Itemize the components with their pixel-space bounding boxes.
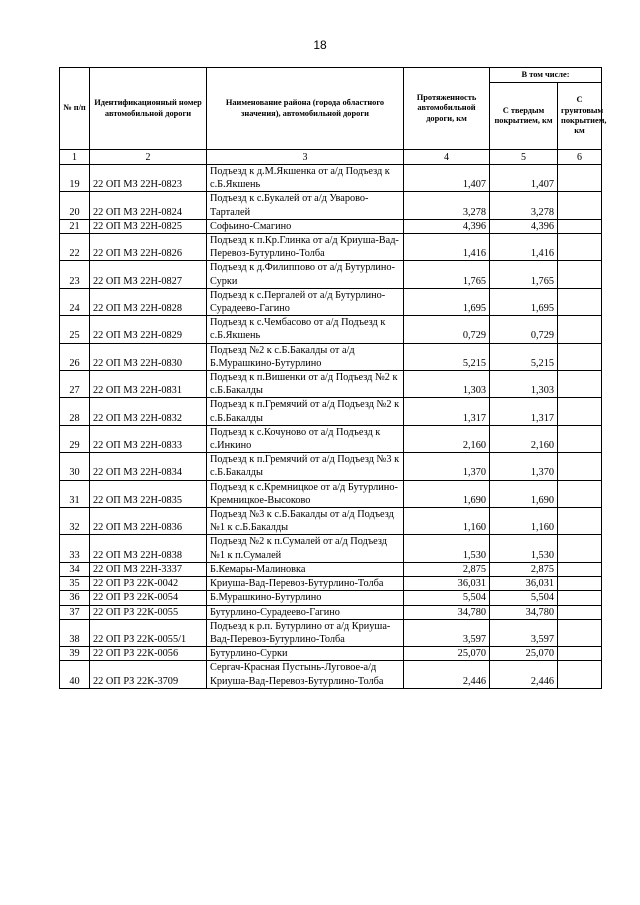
hard-surface-length: 4,396 (490, 219, 558, 233)
road-id: 22 ОП РЗ 22К-0054 (90, 591, 207, 605)
soft-surface-length (558, 234, 602, 261)
column-number: 5 (490, 150, 558, 165)
road-length: 3,278 (404, 192, 490, 219)
column-number: 2 (90, 150, 207, 165)
hard-surface-length: 3,278 (490, 192, 558, 219)
table-row (60, 577, 602, 591)
road-length: 1,765 (404, 261, 490, 288)
table-row (60, 234, 602, 261)
road-id: 22 ОП МЗ 22Н-0830 (90, 343, 207, 370)
header-num: № п/п (60, 68, 90, 150)
road-length: 5,504 (404, 591, 490, 605)
row-number: 21 (60, 219, 90, 233)
road-length: 1,160 (404, 508, 490, 535)
road-id: 22 ОП МЗ 22Н-0833 (90, 425, 207, 452)
hard-surface-length: 2,875 (490, 562, 558, 576)
table-row (60, 343, 602, 370)
road-id: 22 ОП МЗ 22Н-0825 (90, 219, 207, 233)
road-id: 22 ОП РЗ 22К-0055 (90, 605, 207, 619)
header-road-name: Наименование района (города областного значения), автомобильной дороги (207, 68, 404, 150)
table-row (60, 192, 602, 219)
header-soft-surface: С грунтовым покрытием, км (558, 83, 602, 150)
table-row (60, 591, 602, 605)
road-id: 22 ОП МЗ 22Н-0832 (90, 398, 207, 425)
hard-surface-length: 1,416 (490, 234, 558, 261)
row-number: 30 (60, 453, 90, 480)
column-number: 3 (207, 150, 404, 165)
row-number: 20 (60, 192, 90, 219)
hard-surface-length: 0,729 (490, 316, 558, 343)
header-length: Протяженность автомобильной дороги, км (404, 68, 490, 150)
soft-surface-length (558, 661, 602, 688)
table-row (60, 508, 602, 535)
hard-surface-length: 1,530 (490, 535, 558, 562)
road-name: Б.Мурашкино-Бутурлино (207, 591, 404, 605)
row-number: 19 (60, 165, 90, 192)
road-length: 1,690 (404, 480, 490, 507)
road-name: Подъезд к с.Букалей от а/д Уварово-Тарталей (207, 192, 404, 219)
road-name: Софьино-Смагино (207, 219, 404, 233)
road-name: Подъезд №2 к п.Сумалей от а/д Подъезд №1 к п.Сумалей (207, 535, 404, 562)
table-row (60, 453, 602, 480)
road-id: 22 ОП РЗ 22К-0055/1 (90, 619, 207, 646)
column-number: 1 (60, 150, 90, 165)
hard-surface-length: 1,303 (490, 371, 558, 398)
hard-surface-length: 1,407 (490, 165, 558, 192)
hard-surface-length: 36,031 (490, 577, 558, 591)
header-hard-surface: С твердым покрытием, км (490, 83, 558, 150)
soft-surface-length (558, 371, 602, 398)
road-length: 0,729 (404, 316, 490, 343)
road-length: 2,446 (404, 661, 490, 688)
road-length: 1,695 (404, 288, 490, 315)
soft-surface-length (558, 288, 602, 315)
hard-surface-length: 1,765 (490, 261, 558, 288)
road-length: 5,215 (404, 343, 490, 370)
hard-surface-length: 1,160 (490, 508, 558, 535)
soft-surface-length (558, 577, 602, 591)
road-id: 22 ОП МЗ 22Н-0828 (90, 288, 207, 315)
soft-surface-length (558, 508, 602, 535)
soft-surface-length (558, 261, 602, 288)
column-number-row (60, 150, 602, 165)
road-id: 22 ОП РЗ 22К-0056 (90, 647, 207, 661)
soft-surface-length (558, 425, 602, 452)
road-name: Бутурлино-Сурки (207, 647, 404, 661)
hard-surface-length: 5,215 (490, 343, 558, 370)
road-id: 22 ОП МЗ 22Н-0826 (90, 234, 207, 261)
hard-surface-length: 3,597 (490, 619, 558, 646)
road-id: 22 ОП МЗ 22Н-0827 (90, 261, 207, 288)
soft-surface-length (558, 192, 602, 219)
row-number: 26 (60, 343, 90, 370)
table-row (60, 371, 602, 398)
road-length: 1,407 (404, 165, 490, 192)
road-length: 1,370 (404, 453, 490, 480)
road-name: Подъезд к п.Кр.Глинка от а/д Криуша-Вад-Перевоз-Бутурлино-Толба (207, 234, 404, 261)
row-number: 32 (60, 508, 90, 535)
road-name: Бутурлино-Сурадеево-Гагино (207, 605, 404, 619)
table-row (60, 398, 602, 425)
row-number: 28 (60, 398, 90, 425)
road-length: 36,031 (404, 577, 490, 591)
row-number: 40 (60, 661, 90, 688)
row-number: 34 (60, 562, 90, 576)
road-length: 2,160 (404, 425, 490, 452)
soft-surface-length (558, 398, 602, 425)
row-number: 29 (60, 425, 90, 452)
hard-surface-length: 1,695 (490, 288, 558, 315)
road-name: Подъезд к с.Пергалей от а/д Бутурлино-Сурадеево-Гагино (207, 288, 404, 315)
road-name: Подъезд к с.Чембасово от а/д Подъезд к с.Б.Якшень (207, 316, 404, 343)
table-row (60, 562, 602, 576)
soft-surface-length (558, 453, 602, 480)
roads-table (59, 67, 607, 689)
row-number: 31 (60, 480, 90, 507)
road-id: 22 ОП МЗ 22Н-0831 (90, 371, 207, 398)
soft-surface-length (558, 316, 602, 343)
table-row (60, 619, 602, 646)
road-id: 22 ОП МЗ 22Н-0834 (90, 453, 207, 480)
table-row (60, 647, 602, 661)
road-length: 25,070 (404, 647, 490, 661)
page-number: 18 (313, 38, 327, 52)
road-name: Подъезд к п.Вишенки от а/д Подъезд №2 к с.Б.Бакалды (207, 371, 404, 398)
row-number: 25 (60, 316, 90, 343)
row-number: 23 (60, 261, 90, 288)
row-number: 38 (60, 619, 90, 646)
row-number: 36 (60, 591, 90, 605)
row-number: 33 (60, 535, 90, 562)
soft-surface-length (558, 219, 602, 233)
road-length: 1,303 (404, 371, 490, 398)
table-row (60, 425, 602, 452)
road-name: Подъезд к с.Кочуново от а/д Подъезд к с.Инкино (207, 425, 404, 452)
table-row (60, 219, 602, 233)
road-id: 22 ОП МЗ 22Н-0836 (90, 508, 207, 535)
road-length: 34,780 (404, 605, 490, 619)
table-row (60, 316, 602, 343)
table-row (60, 480, 602, 507)
road-name: Б.Кемары-Малиновка (207, 562, 404, 576)
header-road-id: Идентификационный номер автомобильной дороги (90, 68, 207, 150)
road-name: Подъезд к с.Кремницкое от а/д Бутурлино-Кремницкое-Высоково (207, 480, 404, 507)
soft-surface-length (558, 562, 602, 576)
row-number: 22 (60, 234, 90, 261)
road-id: 22 ОП МЗ 22Н-0824 (90, 192, 207, 219)
road-name: Подъезд к п.Гремячий от а/д Подъезд №3 к с.Б.Бакалды (207, 453, 404, 480)
header-including: В том числе: (490, 68, 602, 83)
road-id: 22 ОП МЗ 22Н-3337 (90, 562, 207, 576)
row-number: 24 (60, 288, 90, 315)
table-row (60, 165, 602, 192)
road-name: Подъезд к д.Филиппово от а/д Бутурлино-Сурки (207, 261, 404, 288)
soft-surface-length (558, 647, 602, 661)
road-name: Криуша-Вад-Перевоз-Бутурлино-Толба (207, 577, 404, 591)
road-id: 22 ОП МЗ 22Н-0838 (90, 535, 207, 562)
soft-surface-length (558, 591, 602, 605)
soft-surface-length (558, 619, 602, 646)
road-name: Подъезд к д.М.Якшенка от а/д Подъезд к с.Б.Якшень (207, 165, 404, 192)
row-number: 37 (60, 605, 90, 619)
road-id: 22 ОП МЗ 22Н-0829 (90, 316, 207, 343)
hard-surface-length: 1,690 (490, 480, 558, 507)
hard-surface-length: 5,504 (490, 591, 558, 605)
soft-surface-length (558, 605, 602, 619)
hard-surface-length: 2,446 (490, 661, 558, 688)
road-id: 22 ОП МЗ 22Н-0823 (90, 165, 207, 192)
hard-surface-length: 34,780 (490, 605, 558, 619)
road-length: 1,317 (404, 398, 490, 425)
road-name: Подъезд к п.Гремячий от а/д Подъезд №2 к с.Б.Бакалды (207, 398, 404, 425)
table-row (60, 661, 602, 688)
road-name: Сергач-Красная Пустынь-Луговое-а/д Криуша-Вад-Перевоз-Бутурлино-Толба (207, 661, 404, 688)
table-row (60, 605, 602, 619)
soft-surface-length (558, 343, 602, 370)
soft-surface-length (558, 535, 602, 562)
table-row (60, 535, 602, 562)
road-name: Подъезд к р.п. Бутурлино от а/д Криуша-Вад-Перевоз-Бутурлино-Толба (207, 619, 404, 646)
road-name: Подъезд №3 к с.Б.Бакалды от а/д Подъезд №1 к с.Б.Бакалды (207, 508, 404, 535)
road-length: 1,530 (404, 535, 490, 562)
column-number: 6 (558, 150, 602, 165)
hard-surface-length: 2,160 (490, 425, 558, 452)
road-id: 22 ОП РЗ 22К-0042 (90, 577, 207, 591)
road-id: 22 ОП РЗ 22К-3709 (90, 661, 207, 688)
road-length: 1,416 (404, 234, 490, 261)
row-number: 39 (60, 647, 90, 661)
column-number: 4 (404, 150, 490, 165)
hard-surface-length: 25,070 (490, 647, 558, 661)
table-row (60, 288, 602, 315)
road-length: 2,875 (404, 562, 490, 576)
soft-surface-length (558, 480, 602, 507)
road-length: 3,597 (404, 619, 490, 646)
hard-surface-length: 1,370 (490, 453, 558, 480)
road-length: 4,396 (404, 219, 490, 233)
hard-surface-length: 1,317 (490, 398, 558, 425)
road-id: 22 ОП МЗ 22Н-0835 (90, 480, 207, 507)
row-number: 35 (60, 577, 90, 591)
table-row (60, 261, 602, 288)
road-name: Подъезд №2 к с.Б.Бакалды от а/д Б.Мурашкино-Бутурлино (207, 343, 404, 370)
soft-surface-length (558, 165, 602, 192)
row-number: 27 (60, 371, 90, 398)
